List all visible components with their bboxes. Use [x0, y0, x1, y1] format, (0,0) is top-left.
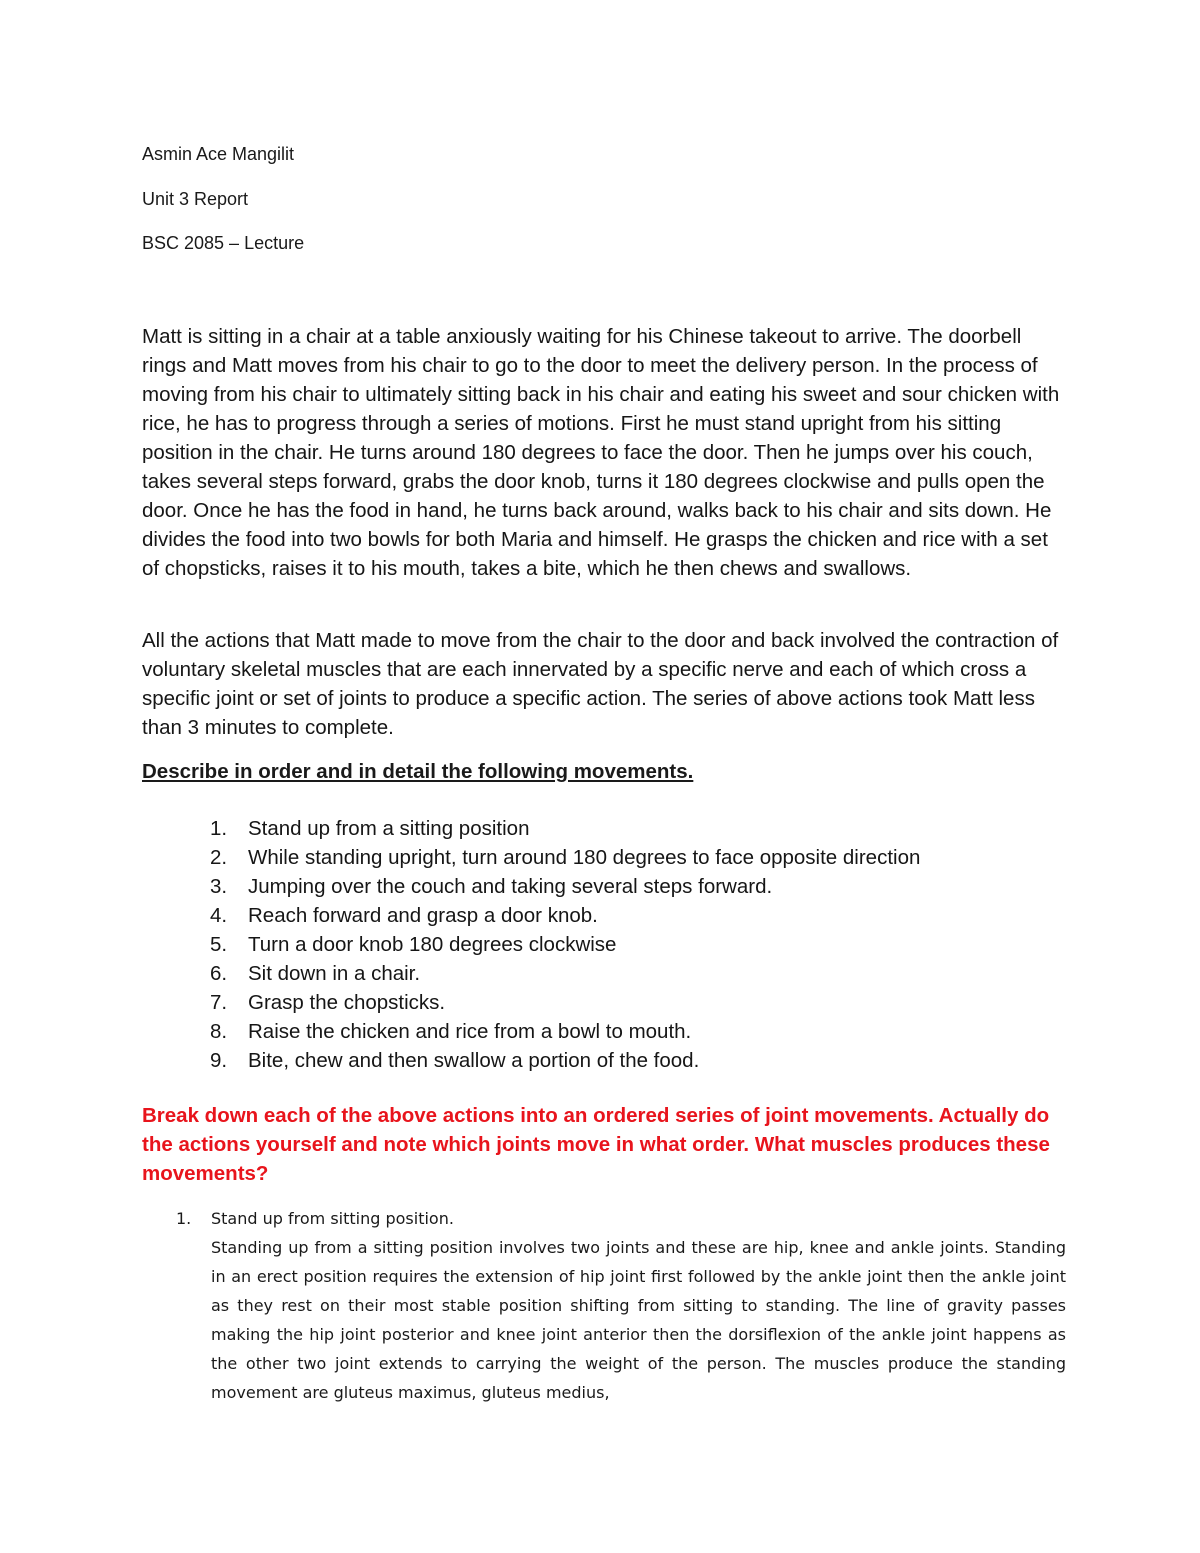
- answer-paragraph: Standing up from a sitting position involves two joints and these are hip, knee and ankle joints. Standing in an erect position requires the extension of hip joint first followed by the ankle joint then the ankle joint as they rest on their most stable position shifting from sitting to standing. The line of gravity passes making the hip joint posterior and knee joint anterior then the dorsiflexion of the ankle joint happens as the other two joint extends to carrying the weight of the person. The muscles produce the standing movement are gluteus maximus, gluteus medius,: [211, 1238, 1066, 1402]
- list-text: Grasp the chopsticks.: [248, 991, 446, 1014]
- list-text: Reach forward and grasp a door knob.: [248, 904, 598, 927]
- list-item: [210, 1017, 920, 1046]
- list-text: Raise the chicken and rice from a bowl to mouth.: [248, 1020, 692, 1043]
- list-item: [210, 988, 920, 1017]
- list-number: 2.: [210, 846, 228, 869]
- assignment-instruction: Break down each of the above actions into an ordered series of joint movements. Actually do the actions yourself and note which joints move in what order. What muscles produces these movements?: [142, 1104, 1050, 1185]
- list-number: 9.: [210, 1049, 228, 1072]
- report-title: Unit 3 Report: [142, 189, 249, 209]
- list-number: 7.: [210, 991, 228, 1014]
- answer-title: Stand up from sitting position.: [211, 1209, 454, 1228]
- list-number: 8.: [210, 1020, 228, 1043]
- list-number: 1.: [210, 817, 228, 840]
- list-text: Turn a door knob 180 degrees clockwise: [248, 933, 617, 956]
- list-number: 6.: [210, 962, 228, 985]
- list-number: 4.: [210, 904, 228, 927]
- list-text: While standing upright, turn around 180 degrees to face opposite direction: [248, 846, 921, 869]
- list-text: Sit down in a chair.: [248, 962, 421, 985]
- movements-heading: Describe in order and in detail the following movements.: [142, 760, 694, 783]
- scenario-paragraph-2: All the actions that Matt made to move from the chair to the door and back involved the contraction of voluntary skeletal muscles that are each innervated by a specific nerve and each of which cross a specific joint or set of joints to produce a specific action. The series of above actions took Matt less than 3 minutes to complete.: [142, 629, 1059, 739]
- list-item: [210, 1046, 920, 1075]
- course-label: BSC 2085 – Lecture: [142, 233, 305, 253]
- author-name: Asmin Ace Mangilit: [142, 144, 295, 164]
- list-item: [210, 814, 920, 843]
- answer-section: [176, 1204, 1066, 1407]
- list-text: Bite, chew and then swallow a portion of the food.: [248, 1049, 700, 1072]
- movement-list: [210, 814, 920, 1075]
- list-text: Jumping over the couch and taking several steps forward.: [248, 875, 773, 898]
- list-text: Stand up from a sitting position: [248, 817, 530, 840]
- answer-number: 1.: [176, 1209, 192, 1228]
- scenario-paragraph-1: Matt is sitting in a chair at a table anxiously waiting for his Chinese takeout to arrive. The doorbell rings and Matt moves from his chair to go to the door to meet the delivery person. In the process of moving from his chair to ultimately sitting back in his chair and eating his sweet and sour chicken with rice, he has to progress through a series of motions. First he must stand upright from his sitting position in the chair. He turns around 180 degrees to face the door. Then he jumps over his couch, takes several steps forward, grabs the door knob, turns it 180 degrees clockwise and pulls open the door. Once he has the food in hand, he turns back around, walks back to his chair and sits down. He divides the food into two bowls for both Maria and himself. He grasps the chicken and rice with a set of chopsticks, raises it to his mouth, takes a bite, which he then chews and swallows.: [142, 325, 1060, 580]
- list-number: 3.: [210, 875, 228, 898]
- list-item: [210, 930, 920, 959]
- list-item: [210, 872, 920, 901]
- list-item: [210, 843, 920, 872]
- list-number: 5.: [210, 933, 228, 956]
- list-item: [210, 959, 920, 988]
- list-item: [210, 901, 920, 930]
